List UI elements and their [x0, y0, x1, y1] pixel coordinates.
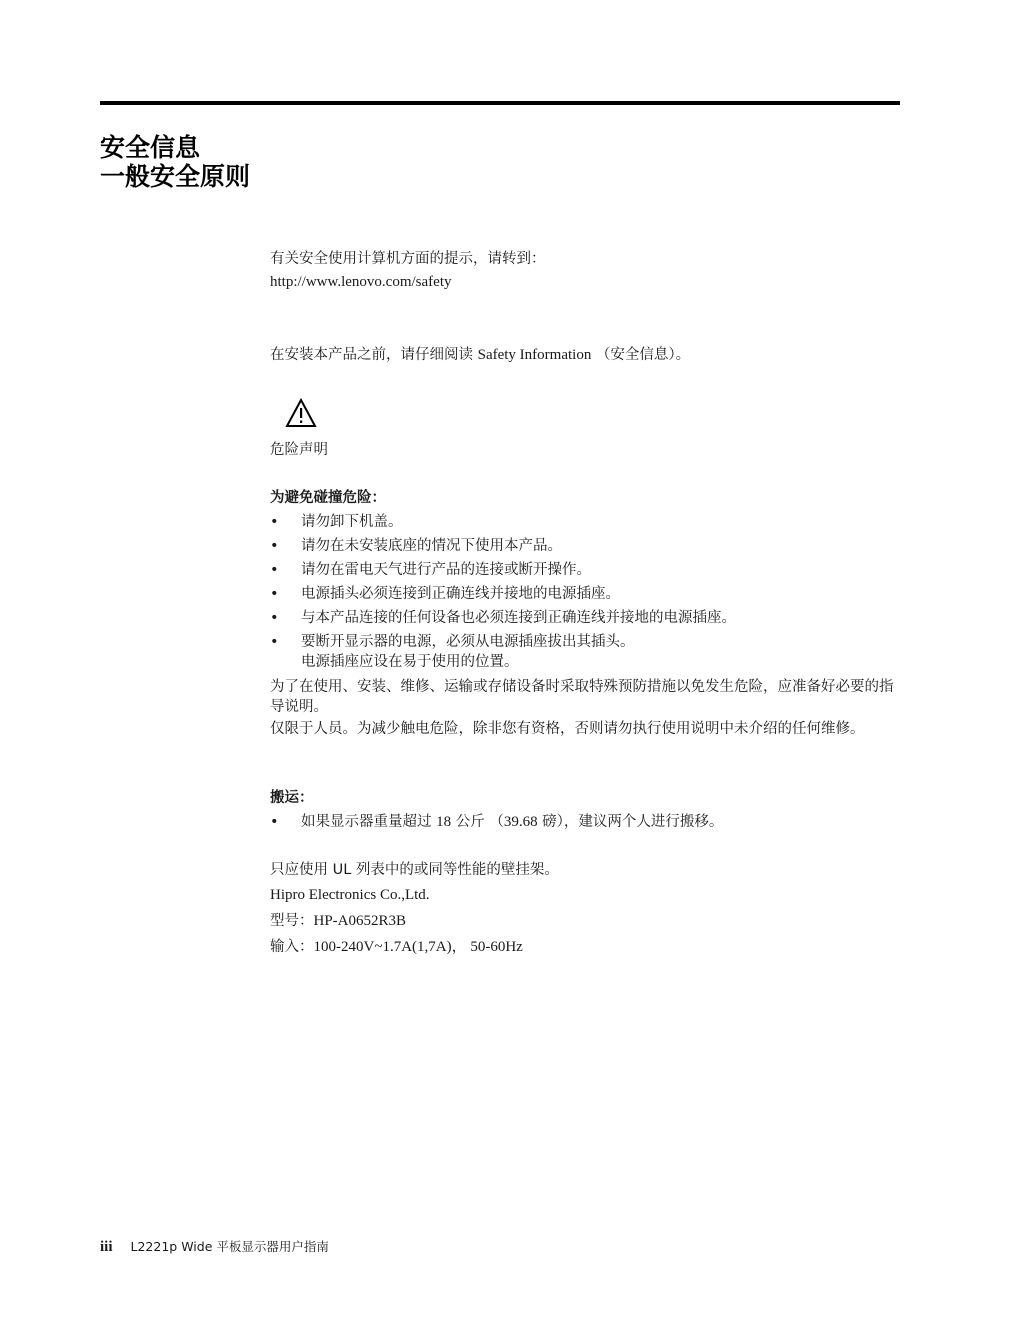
- handling-item: • 如果显示器重量超过 18 公斤 （39.68 磅），建议两个人进行搬移。: [270, 814, 724, 830]
- service-paragraph: 仅限于人员。为减少触电危险，除非您有资格，否则请勿执行使用说明中未介绍的任何维修。: [270, 721, 865, 737]
- page-title: 安全信息: [100, 133, 201, 162]
- model-line: 型号：HP-A0652R3B: [270, 913, 407, 929]
- list-item: • 电源插头必须连接到正确连线并接地的电源插座。: [270, 586, 620, 602]
- collision-list: [270, 512, 895, 676]
- intro-text: 有关安全使用计算机方面的提示，请转到：: [270, 251, 546, 267]
- list-item: • 请勿卸下机盖。: [270, 514, 403, 530]
- collision-heading: 为避免碰撞危险：: [270, 490, 386, 506]
- header-rule: [100, 101, 900, 105]
- input-line: 输入：100-240V~1.7A(1,7A)， 50-60Hz: [270, 939, 523, 955]
- list-item: • 与本产品连接的任何设备也必须连接到正确连线并接地的电源插座。: [270, 610, 736, 626]
- handling-heading: 搬运：: [270, 790, 314, 806]
- mount-text: 只应使用 UL 列表中的或同等性能的壁挂架。: [270, 862, 559, 878]
- safety-url-link[interactable]: http://www.lenovo.com/safety: [270, 274, 452, 290]
- company-name: Hipro Electronics Co.,Ltd.: [270, 887, 430, 903]
- list-item: • 请勿在未安装底座的情况下使用本产品。: [270, 538, 562, 554]
- section-title: 一般安全原则: [100, 162, 251, 191]
- list-item: • 请勿在雷电天气进行产品的连接或断开操作。: [270, 562, 591, 578]
- footer-doc-title: L2221p Wide 平板显示器用户指南: [130, 1239, 329, 1254]
- warning-triangle-icon: [285, 398, 317, 428]
- precaution-paragraph: 为了在使用、安装、维修、运输或存储设备时采取特殊预防措施以免发生危险，应准备好必要的指导说明。: [270, 679, 894, 715]
- notice-text: 在安装本产品之前，请仔细阅读 Safety Information （安全信息）。: [270, 347, 691, 363]
- page-number: iii: [100, 1239, 113, 1255]
- danger-label: 危险声明: [270, 442, 328, 458]
- list-item: • 要断开显示器的电源，必须从电源插座拔出其插头。 电源插座应设在易于使用的位置。: [270, 634, 635, 670]
- safety-info-doc-name: Safety Information: [477, 347, 592, 363]
- page-footer: [100, 1238, 329, 1256]
